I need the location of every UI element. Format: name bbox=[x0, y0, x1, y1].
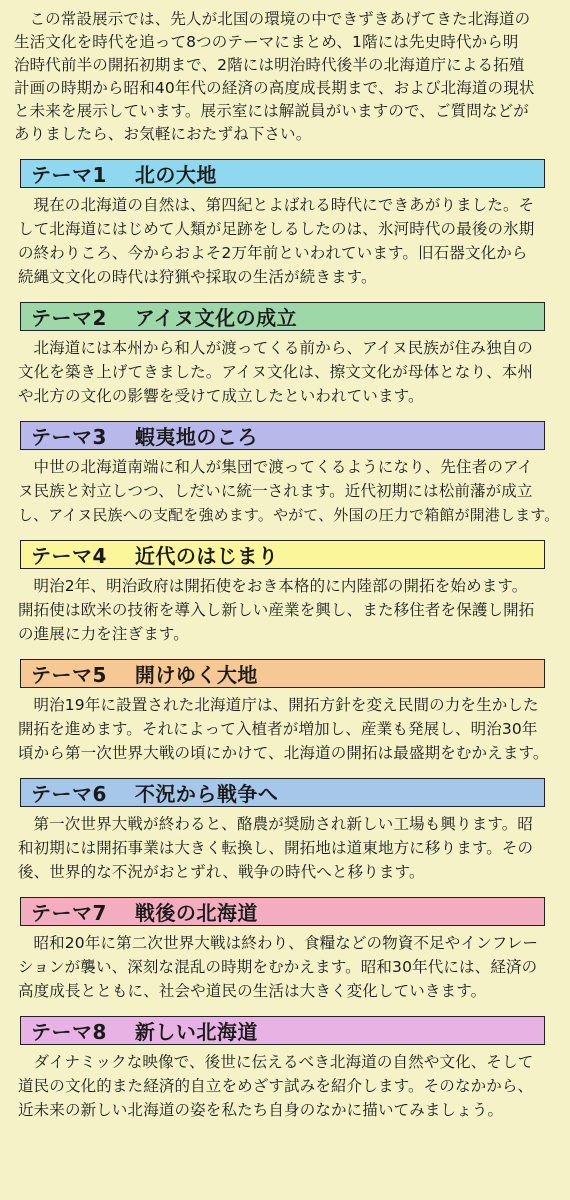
intro-line: この常設展示では、先人が北国の環境の中できずきあげてきた北海道の bbox=[29, 10, 531, 28]
theme-section-2 bbox=[14, 302, 558, 408]
theme-line: 開拓使は欧米の技術を導入し新しい産業を興し、また移住者を保護し開拓 bbox=[18, 601, 535, 619]
theme-description bbox=[14, 336, 558, 408]
theme-header bbox=[20, 159, 545, 188]
theme-line: 頃から第一次世界大戦の頃にかけて、北海道の開拓は最盛期をむかえます。 bbox=[18, 744, 549, 762]
theme-line: ヌ民族と対立しつつ、しだいに統一されます。近代初期には松前藩が成立 bbox=[18, 482, 533, 500]
theme-header bbox=[20, 659, 545, 688]
theme-description bbox=[14, 193, 558, 289]
theme-header bbox=[20, 302, 545, 331]
intro-line: と未来を展示しています。展示室には解説員がいますので、ご質問などが bbox=[14, 102, 529, 120]
theme-line: し、アイヌ民族への支配を強めます。やがて、外国の圧力で箱館が開港します。 bbox=[18, 506, 560, 524]
theme-line: 文化を築き上げてきました。アイヌ文化は、擦文文化が母体となり、本州 bbox=[18, 363, 534, 381]
intro-line: 計画の時期から昭和40年代の経済の高度成長期まで、および北海道の現状 bbox=[14, 79, 535, 97]
theme-number: テーマ6 bbox=[31, 782, 107, 806]
theme-line: 明治2年、明治政府は開拓使をおき本格的に内陸部の開拓を始めます。 bbox=[33, 577, 528, 595]
theme-number: テーマ8 bbox=[31, 1020, 107, 1044]
theme-header bbox=[20, 897, 545, 926]
theme-line: 第一次世界大戦が終わると、酪農が奨励され新しい工場も興ります。昭 bbox=[33, 815, 534, 833]
theme-line: 明治19年に設置された北海道庁は、開拓方針を変え民間の力を生かした bbox=[33, 696, 539, 714]
theme-section-7 bbox=[14, 897, 558, 1003]
theme-line: 昭和20年に第二次世界大戦は終わり、食糧などの物資不足やインフレー bbox=[33, 934, 539, 952]
theme-description bbox=[14, 812, 558, 884]
theme-header bbox=[20, 540, 545, 569]
theme-number: テーマ7 bbox=[31, 901, 107, 925]
theme-section-6 bbox=[14, 778, 558, 884]
theme-title: 不況から戦争へ bbox=[134, 782, 279, 806]
intro-line: ありましたら、お気軽におたずね下さい。 bbox=[14, 125, 312, 143]
theme-line: 和初期には開拓事業は大きく転換し、開拓地は道東地方に移ります。その bbox=[18, 839, 534, 857]
theme-number: テーマ2 bbox=[31, 306, 107, 330]
intro-line: 生活文化を時代を追って8つのテーマにまとめ、1階には先史時代から明 bbox=[14, 33, 519, 51]
theme-title: 近代のはじまり bbox=[134, 544, 279, 568]
theme-number: テーマ1 bbox=[31, 163, 107, 187]
theme-line: の終わりころ、今からおよそ2万年前といわれています。旧石器文化から bbox=[18, 244, 528, 262]
theme-line: 近未来の新しい北海道の姿を私たち自身のなかに描いてみましょう。 bbox=[18, 1101, 504, 1119]
theme-line: の進展に力を注ぎます。 bbox=[18, 625, 189, 643]
theme-line: 現在の北海道の自然は、第四紀とよばれる時代にできあがりました。そ bbox=[33, 196, 535, 214]
theme-line: して北海道にはじめて人類が足跡をしるしたのは、氷河時代の最後の氷期 bbox=[18, 220, 535, 238]
theme-number: テーマ5 bbox=[31, 663, 107, 687]
theme-number: テーマ3 bbox=[31, 425, 107, 449]
theme-line: ダイナミックな映像で、後世に伝えるべき北海道の自然や文化、そして bbox=[33, 1053, 534, 1071]
theme-title: 蝦夷地のころ bbox=[134, 425, 258, 449]
theme-line: 中世の北海道南端に和人が集団で渡ってくるようになり、先住者のアイ bbox=[33, 458, 533, 476]
theme-header bbox=[20, 421, 545, 450]
theme-header bbox=[20, 1016, 545, 1045]
theme-line: 北海道には本州から和人が渡ってくる前から、アイヌ民族が住み独自の bbox=[33, 339, 533, 357]
theme-description bbox=[14, 455, 558, 527]
theme-description bbox=[14, 693, 558, 765]
theme-number: テーマ4 bbox=[31, 544, 107, 568]
theme-title: 開けゆく大地 bbox=[134, 663, 258, 687]
theme-line: 開拓を進めます。それによって入植者が増加し、産業も発展し、明治30年 bbox=[18, 720, 538, 738]
intro-line: 治時代前半の開拓初期まで、2階には明治時代後半の北海道庁による拓殖 bbox=[14, 56, 525, 74]
theme-description bbox=[14, 1050, 558, 1122]
theme-line: 道民の文化的また経済的自立をめざす試みを紹介します。そのなかから、 bbox=[18, 1077, 534, 1095]
theme-section-3 bbox=[14, 421, 558, 527]
intro-text bbox=[14, 8, 558, 146]
theme-title: 戦後の北海道 bbox=[134, 901, 258, 925]
theme-line: 高度成長とともに、社会や道民の生活は大きく変化していきます。 bbox=[18, 982, 487, 1000]
theme-line: ションが襲い、深刻な混乱の時期をむかえます。昭和30年代には、経済の bbox=[18, 958, 538, 976]
theme-section-8 bbox=[14, 1016, 558, 1122]
theme-line: 後、世界的な不況がおとずれ、戦争の時代へと移ります。 bbox=[18, 863, 425, 881]
theme-title: 新しい北海道 bbox=[134, 1020, 258, 1044]
theme-title: アイヌ文化の成立 bbox=[134, 306, 298, 330]
theme-section-5 bbox=[14, 659, 558, 765]
theme-description bbox=[14, 931, 558, 1003]
theme-line: や北方の文化の影響を受けて成立したといわれています。 bbox=[18, 387, 424, 405]
theme-line: 続縄文文化の時代は狩猟や採取の生活が続きます。 bbox=[18, 268, 377, 286]
theme-section-1 bbox=[14, 159, 558, 289]
theme-section-4 bbox=[14, 540, 558, 646]
theme-title: 北の大地 bbox=[134, 163, 217, 187]
theme-header bbox=[20, 778, 545, 807]
theme-description bbox=[14, 574, 558, 646]
